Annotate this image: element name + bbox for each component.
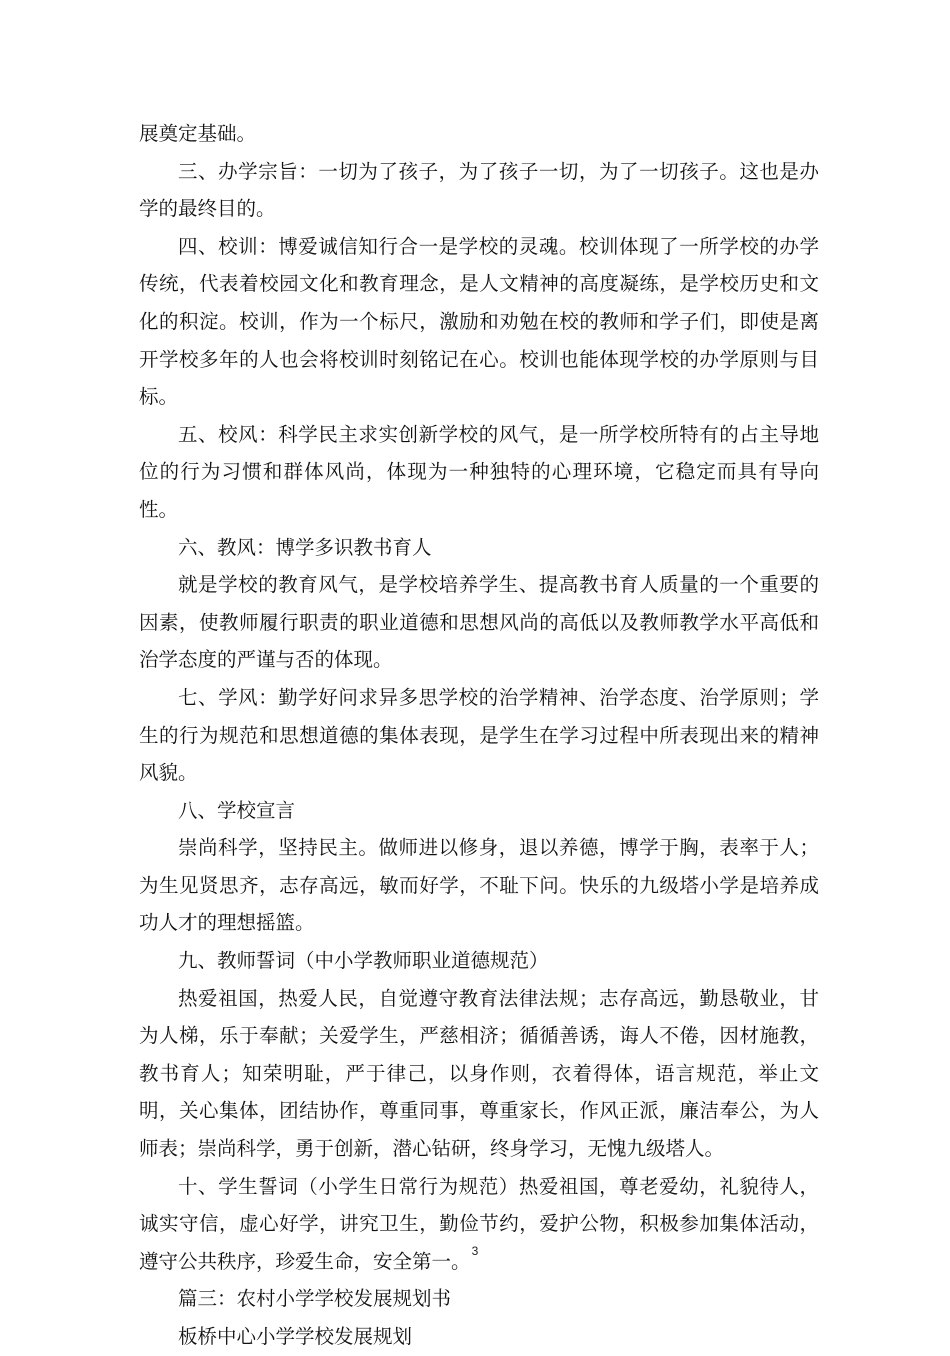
paragraph: 七、学风：勤学好问求异多思学校的治学精神、治学态度、治学原则；学生的行为规范和思想道德的集体表现，是学生在学习过程中所表现出来的精神风貌。 (139, 685, 819, 785)
paragraph: 五、校风：科学民主求实创新学校的风气，是一所学校所特有的占主导地位的行为习惯和群体风尚，体现为一种独特的心理环境，它稳定而具有导向性。 (139, 422, 819, 521)
document-body (139, 115, 819, 1356)
paragraph: 热爱祖国，热爱人民，自觉遵守教育法律法规；志存高远，勤恳敬业，甘为人梯，乐于奉献；关爱学生，严慈相济；循循善诱，诲人不倦，因材施教，教书育人；知荣明耻，严于律己，以身作则，衣着得体，语言规范，举止文明，关心集体，团结协作，尊重同事，尊重家长，作风正派，廉洁奉公，为人师表；崇尚科学，勇于创新，潜心钻研，终身学习，无愧九级塔人。 (139, 986, 819, 1161)
paragraph: 三、办学宗旨：一切为了孩子，为了孩子一切，为了一切孩子。这也是办学的最终目的。 (139, 159, 819, 221)
paragraph: 十、学生誓词（小学生日常行为规范）热爱祖国，尊老爱幼，礼貌待人，诚实守信，虚心好学，讲究卫生，勤俭节约，爱护公物，积极参加集体活动，遵守公共秩序，珍爱生命，安全第一。 (139, 1174, 819, 1273)
paragraph: 就是学校的教育风气，是学校培养学生、提高教书育人质量的一个重要的因素，使教师履行职责的职业道德和思想风尚的高低以及教师教学水平高低和治学态度的严谨与否的体现。 (139, 573, 819, 672)
paragraph: 八、学校宣言 (178, 798, 296, 822)
paragraph: 九、教师誓词（中小学教师职业道德规范） (178, 949, 549, 973)
paragraph: 崇尚科学，坚持民主。做师进以修身，退以养德，博学于胸，表率于人；为生见贤思齐，志存高远，敏而好学，不耻下问。快乐的九级塔小学是培养成功人才的理想摇篮。 (139, 836, 819, 935)
page-number: 3 (471, 1244, 479, 1258)
paragraph: 板桥中心小学学校发展规划 (178, 1325, 413, 1348)
paragraph: 六、教风：博学多识教书育人 (178, 535, 432, 559)
paragraph: 篇三：农村小学学校发展规划书 (178, 1287, 452, 1311)
paragraph: 四、校训：博爱诚信知行合一是学校的灵魂。校训体现了一所学校的办学传统，代表着校园文化和教育理念，是人文精神的高度凝练，是学校历史和文化的积淀。校训，作为一个标尺，激励和劝勉在校的教师和学子们，即使是离开学校多年的人也会将校训时刻铭记在心。校训也能体现学校的办学原则与目标。 (139, 234, 819, 409)
paragraph: 展奠定基础。 (139, 122, 257, 145)
